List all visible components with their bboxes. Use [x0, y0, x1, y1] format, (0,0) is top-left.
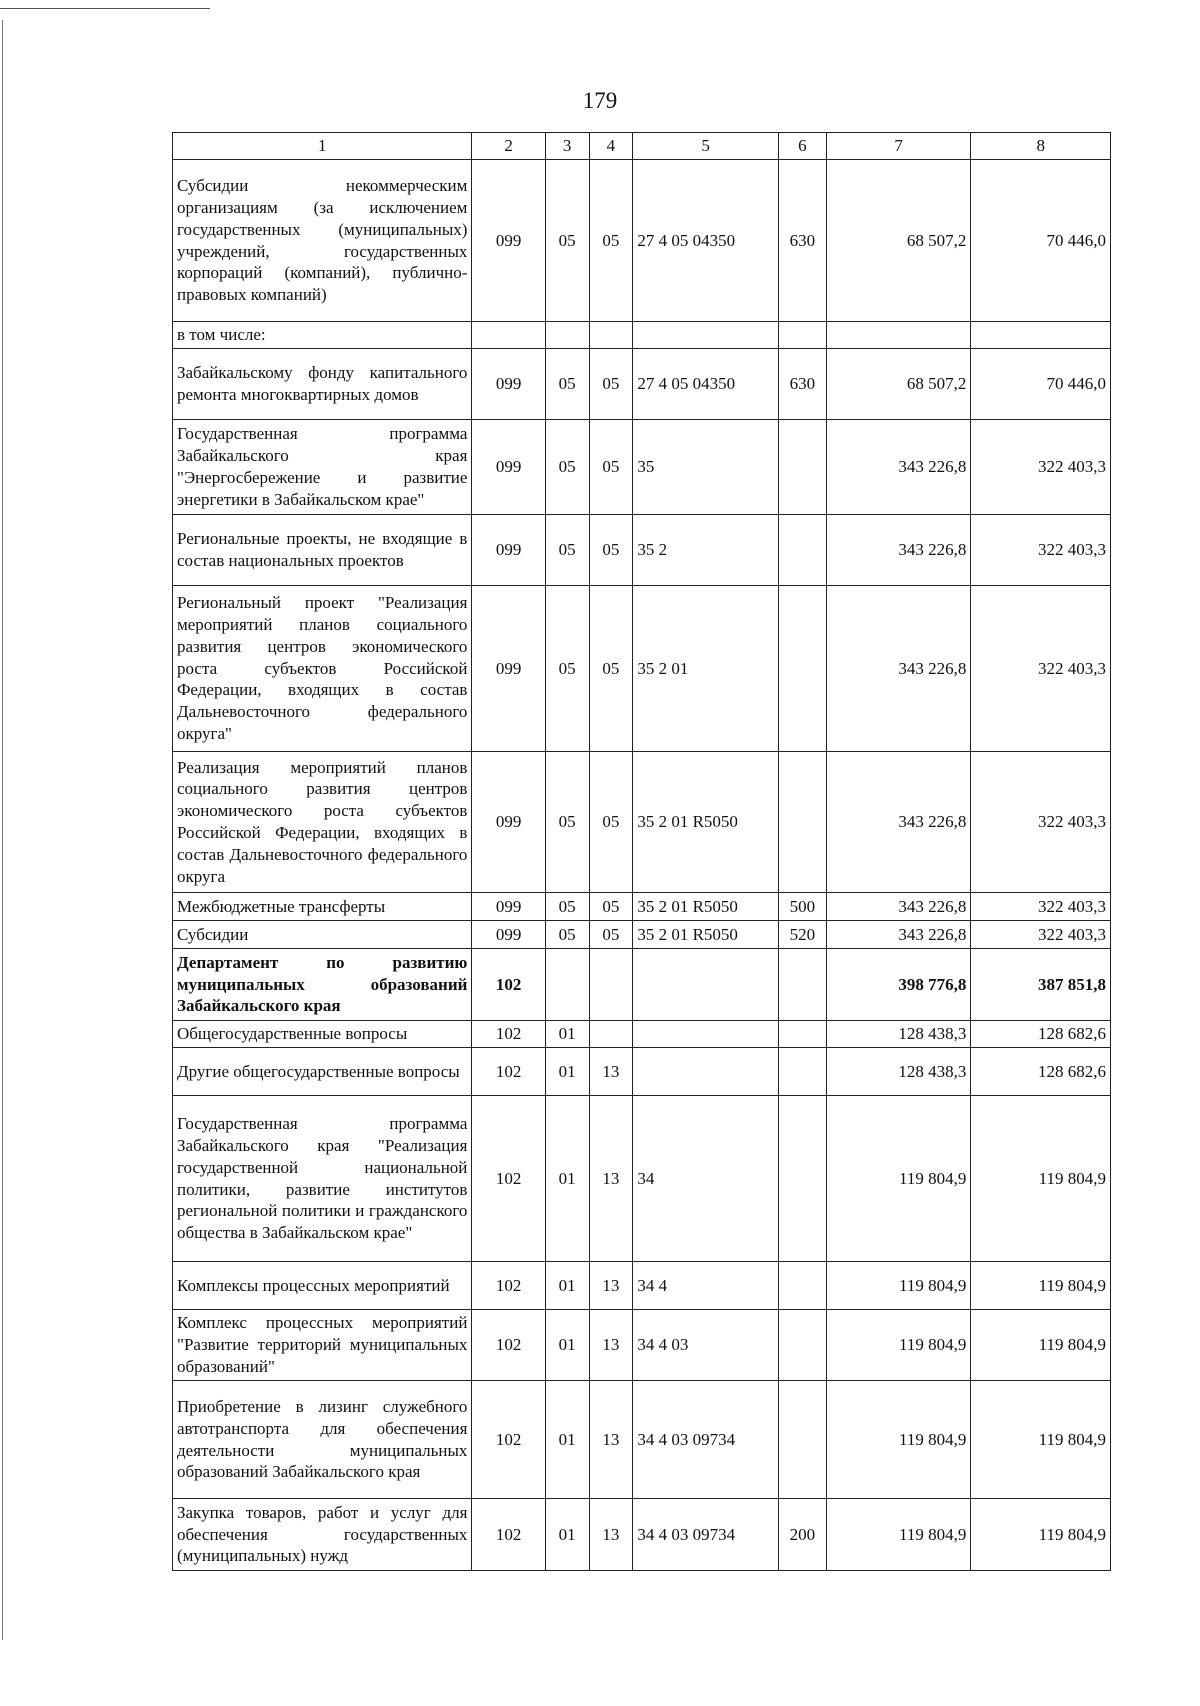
amount-col8: 70 446,0	[971, 349, 1111, 420]
amount-col7: 128 438,3	[826, 1021, 971, 1048]
subsection-code: 05	[589, 921, 633, 949]
row-name: Закупка товаров, работ и услуг для обеспечения государственных (муниципальных) нужд	[173, 1499, 472, 1571]
table-row	[173, 1381, 1111, 1499]
admin-code: 099	[472, 752, 545, 893]
row-name: Комплексы процессных мероприятий	[173, 1262, 472, 1310]
column-header: 3	[545, 133, 589, 160]
table-row	[173, 322, 1111, 349]
table-row	[173, 515, 1111, 586]
scan-edge-line	[2, 20, 3, 1640]
table-row-department	[173, 949, 1111, 1021]
amount-col8: 322 403,3	[971, 752, 1111, 893]
admin-code: 102	[472, 1499, 545, 1571]
section-code: 01	[545, 1310, 589, 1381]
expense-type-code	[778, 515, 826, 586]
table-row	[173, 1048, 1111, 1096]
section-code: 05	[545, 160, 589, 322]
subsection-code: 05	[589, 586, 633, 752]
table-row	[173, 1096, 1111, 1262]
target-article-code	[633, 949, 779, 1021]
amount-col8: 119 804,9	[971, 1499, 1111, 1571]
subsection-code: 13	[589, 1381, 633, 1499]
expense-type-code	[778, 949, 826, 1021]
amount-col7: 68 507,2	[826, 349, 971, 420]
row-name: Субсидии некоммерческим организациям (за исключением государственных (муниципальных) учреждений, государственных корпораций (компаний), публично-правовых компаний)	[173, 160, 472, 322]
section-code	[545, 322, 589, 349]
amount-col8: 128 682,6	[971, 1021, 1111, 1048]
row-name: Региональные проекты, не входящие в состав национальных проектов	[173, 515, 472, 586]
target-article-code: 35	[633, 420, 779, 515]
amount-col8: 119 804,9	[971, 1310, 1111, 1381]
amount-col8: 322 403,3	[971, 586, 1111, 752]
target-article-code: 34 4 03 09734	[633, 1381, 779, 1499]
admin-code: 099	[472, 420, 545, 515]
amount-col8: 128 682,6	[971, 1048, 1111, 1096]
amount-col7: 119 804,9	[826, 1096, 971, 1262]
section-code: 05	[545, 921, 589, 949]
admin-code: 102	[472, 949, 545, 1021]
amount-col8: 322 403,3	[971, 420, 1111, 515]
amount-col8: 119 804,9	[971, 1262, 1111, 1310]
subsection-code: 13	[589, 1310, 633, 1381]
column-header: 2	[472, 133, 545, 160]
amount-col7	[826, 322, 971, 349]
expense-type-code	[778, 1096, 826, 1262]
section-code: 05	[545, 586, 589, 752]
subsection-code: 13	[589, 1262, 633, 1310]
amount-col8: 119 804,9	[971, 1381, 1111, 1499]
amount-col8: 322 403,3	[971, 893, 1111, 921]
target-article-code	[633, 1048, 779, 1096]
target-article-code: 35 2 01 R5050	[633, 893, 779, 921]
amount-col8: 119 804,9	[971, 1096, 1111, 1262]
amount-col8: 387 851,8	[971, 949, 1111, 1021]
scan-edge-line	[0, 8, 210, 9]
column-header: 8	[971, 133, 1111, 160]
column-header: 1	[173, 133, 472, 160]
subsection-code: 13	[589, 1048, 633, 1096]
expense-type-code	[778, 1048, 826, 1096]
section-code: 05	[545, 349, 589, 420]
expense-type-code	[778, 1310, 826, 1381]
admin-code: 099	[472, 893, 545, 921]
subsection-code: 05	[589, 893, 633, 921]
amount-col7: 119 804,9	[826, 1381, 971, 1499]
admin-code: 102	[472, 1381, 545, 1499]
target-article-code: 35 2 01 R5050	[633, 921, 779, 949]
admin-code: 099	[472, 586, 545, 752]
amount-col7: 68 507,2	[826, 160, 971, 322]
target-article-code: 34 4 03	[633, 1310, 779, 1381]
table-row	[173, 586, 1111, 752]
admin-code: 102	[472, 1310, 545, 1381]
row-name: Региональный проект "Реализация мероприятий планов социального развития центров экономического роста субъектов Российской Федерации, входящих в состав Дальневосточного федерального округа"	[173, 586, 472, 752]
subsection-code: 05	[589, 160, 633, 322]
subsection-code: 05	[589, 752, 633, 893]
table-row	[173, 893, 1111, 921]
amount-col8: 70 446,0	[971, 160, 1111, 322]
section-code: 01	[545, 1048, 589, 1096]
row-name: Межбюджетные трансферты	[173, 893, 472, 921]
target-article-code: 34 4 03 09734	[633, 1499, 779, 1571]
section-code: 01	[545, 1262, 589, 1310]
row-name: Государственная программа Забайкальского края "Реализация государственной национальной политики, развитие институтов региональной политики и гражданского общества в Забайкальском крае"	[173, 1096, 472, 1262]
expense-type-code	[778, 1021, 826, 1048]
table-header-row	[173, 133, 1111, 160]
amount-col7: 119 804,9	[826, 1310, 971, 1381]
subsection-code: 13	[589, 1096, 633, 1262]
subsection-code	[589, 949, 633, 1021]
expense-type-code: 520	[778, 921, 826, 949]
target-article-code: 35 2 01	[633, 586, 779, 752]
section-code: 05	[545, 893, 589, 921]
amount-col7: 119 804,9	[826, 1262, 971, 1310]
table-row	[173, 1310, 1111, 1381]
subsection-code	[589, 322, 633, 349]
amount-col7: 343 226,8	[826, 515, 971, 586]
section-code: 05	[545, 515, 589, 586]
expense-type-code: 630	[778, 349, 826, 420]
target-article-code	[633, 1021, 779, 1048]
admin-code: 102	[472, 1096, 545, 1262]
amount-col7: 398 776,8	[826, 949, 971, 1021]
expense-type-code	[778, 1381, 826, 1499]
admin-code: 099	[472, 349, 545, 420]
target-article-code	[633, 322, 779, 349]
subsection-code: 05	[589, 515, 633, 586]
amount-col7: 128 438,3	[826, 1048, 971, 1096]
table-row	[173, 349, 1111, 420]
section-code: 05	[545, 752, 589, 893]
expense-type-code: 500	[778, 893, 826, 921]
subsection-code: 13	[589, 1499, 633, 1571]
row-name: Государственная программа Забайкальского края "Энергосбережение и развитие энергетики в Забайкальском крае"	[173, 420, 472, 515]
column-header: 5	[633, 133, 779, 160]
amount-col8	[971, 322, 1111, 349]
admin-code: 102	[472, 1262, 545, 1310]
column-header: 7	[826, 133, 971, 160]
target-article-code: 35 2	[633, 515, 779, 586]
amount-col7: 119 804,9	[826, 1499, 971, 1571]
admin-code: 102	[472, 1021, 545, 1048]
row-name: Другие общегосударственные вопросы	[173, 1048, 472, 1096]
column-header: 6	[778, 133, 826, 160]
amount-col7: 343 226,8	[826, 586, 971, 752]
amount-col7: 343 226,8	[826, 921, 971, 949]
row-name: Субсидии	[173, 921, 472, 949]
table-row	[173, 1021, 1111, 1048]
table-row	[173, 752, 1111, 893]
row-name: Общегосударственные вопросы	[173, 1021, 472, 1048]
page-number: 179	[582, 88, 618, 113]
subsection-code	[589, 1021, 633, 1048]
admin-code: 099	[472, 921, 545, 949]
table-row	[173, 1499, 1111, 1571]
expense-type-code	[778, 752, 826, 893]
admin-code: 099	[472, 160, 545, 322]
target-article-code: 34	[633, 1096, 779, 1262]
amount-col8: 322 403,3	[971, 515, 1111, 586]
subsection-code: 05	[589, 349, 633, 420]
admin-code	[472, 322, 545, 349]
target-article-code: 27 4 05 04350	[633, 160, 779, 322]
section-code	[545, 949, 589, 1021]
subsection-code: 05	[589, 420, 633, 515]
row-name: Приобретение в лизинг служебного автотранспорта для обеспечения деятельности муниципальных образований Забайкальского края	[173, 1381, 472, 1499]
section-code: 01	[545, 1381, 589, 1499]
row-name: Департамент по развитию муниципальных образований Забайкальского края	[173, 949, 472, 1021]
expense-type-code	[778, 586, 826, 752]
section-code: 01	[545, 1096, 589, 1262]
target-article-code: 27 4 05 04350	[633, 349, 779, 420]
section-code: 01	[545, 1499, 589, 1571]
expense-type-code	[778, 420, 826, 515]
admin-code: 099	[472, 515, 545, 586]
row-name: Комплекс процессных мероприятий "Развитие территорий муниципальных образований"	[173, 1310, 472, 1381]
column-header: 4	[589, 133, 633, 160]
amount-col7: 343 226,8	[826, 893, 971, 921]
expense-type-code: 630	[778, 160, 826, 322]
section-code: 05	[545, 420, 589, 515]
table-row	[173, 420, 1111, 515]
target-article-code: 34 4	[633, 1262, 779, 1310]
amount-col7: 343 226,8	[826, 420, 971, 515]
row-name: в том числе:	[173, 322, 472, 349]
section-code: 01	[545, 1021, 589, 1048]
table-row	[173, 921, 1111, 949]
expense-type-code	[778, 1262, 826, 1310]
budget-table	[172, 132, 1111, 1571]
amount-col7: 343 226,8	[826, 752, 971, 893]
expense-type-code	[778, 322, 826, 349]
row-name: Забайкальскому фонду капитального ремонта многоквартирных домов	[173, 349, 472, 420]
target-article-code: 35 2 01 R5050	[633, 752, 779, 893]
table-row	[173, 160, 1111, 322]
admin-code: 102	[472, 1048, 545, 1096]
amount-col8: 322 403,3	[971, 921, 1111, 949]
row-name: Реализация мероприятий планов социального развития центров экономического роста субъектов Российской Федерации, входящих в состав Дальневосточного федерального округа	[173, 752, 472, 893]
expense-type-code: 200	[778, 1499, 826, 1571]
table-row	[173, 1262, 1111, 1310]
